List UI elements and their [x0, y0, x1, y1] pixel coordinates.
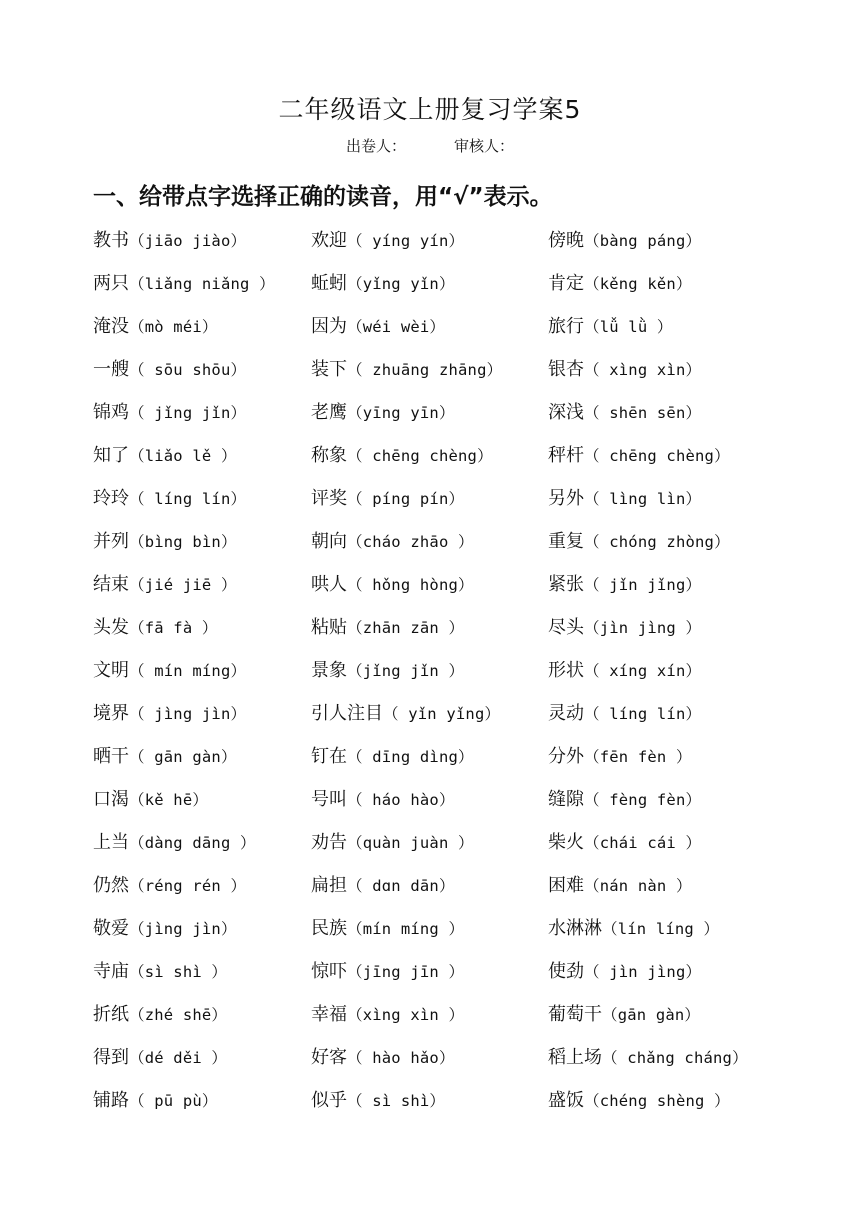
author-line: [0, 135, 860, 156]
exercise-item: [93, 1086, 218, 1116]
pinyin-choices[interactable]: （zhé shē）: [129, 1006, 228, 1024]
pinyin-choices[interactable]: （lín líng ）: [602, 920, 720, 938]
exercise-item: [311, 871, 455, 901]
exercise-row: [93, 269, 833, 312]
exercise-item: [93, 656, 246, 686]
exercise-word: 好客: [311, 1047, 347, 1068]
exercise-word: 钉在: [311, 746, 347, 767]
pinyin-choices[interactable]: （dé děi ）: [129, 1049, 228, 1067]
pinyin-choices[interactable]: （ mín míng）: [129, 662, 247, 680]
exercise-item: [311, 355, 502, 385]
exercise-word: 傍晚: [548, 230, 584, 251]
exercise-word: 装下: [311, 359, 347, 380]
pinyin-choices[interactable]: （ chóng zhòng）: [584, 533, 730, 551]
exercise-item: [548, 312, 673, 342]
exercise-item: [548, 613, 701, 643]
exercise-word: 玲玲: [93, 488, 129, 509]
exercise-word: 头发: [93, 617, 129, 638]
exercise-item: [548, 226, 701, 256]
pinyin-choices[interactable]: （ dīng dìng）: [347, 748, 474, 766]
pinyin-choices[interactable]: （ gān gàn）: [129, 748, 237, 766]
exercise-word: 因为: [311, 316, 347, 337]
exercise-word: 分外: [548, 746, 584, 767]
exercise-item: [548, 914, 719, 944]
exercise-row: [93, 785, 833, 828]
pinyin-choices[interactable]: （yīng yīn）: [347, 404, 455, 422]
exercise-item: [311, 785, 455, 815]
exercise-item: [93, 226, 246, 256]
exercise-item: [548, 269, 692, 299]
exercise-item: [93, 398, 246, 428]
exercise-item: [548, 1000, 700, 1030]
exercise-word: 粘贴: [311, 617, 347, 638]
pinyin-choices[interactable]: （liǎng niǎng ）: [129, 275, 275, 293]
exercise-word: 深浅: [548, 402, 584, 423]
pinyin-choices[interactable]: （kěng kěn）: [584, 275, 692, 293]
exercise-word: 铺路: [93, 1090, 129, 1111]
exercise-row: [93, 1000, 833, 1043]
pinyin-choices[interactable]: （ jìn jìng）: [584, 963, 702, 981]
exercise-item: [548, 484, 701, 514]
reviewer-label: 审核人：: [454, 137, 515, 155]
pinyin-choices[interactable]: （ háo hào）: [347, 791, 455, 809]
pinyin-choices[interactable]: （ xíng xín）: [584, 662, 702, 680]
exercise-item: [548, 527, 730, 557]
exercise-item: [311, 441, 493, 471]
exercise-word: 折纸: [93, 1004, 129, 1025]
pinyin-choices[interactable]: （quàn juàn ）: [347, 834, 474, 852]
exercise-item: [311, 656, 464, 686]
exercise-item: [311, 398, 455, 428]
pinyin-choices[interactable]: （bìng bìn）: [129, 533, 237, 551]
exercise-item: [548, 441, 730, 471]
pinyin-choices[interactable]: （zhān zān ）: [347, 619, 465, 637]
exercise-row: [93, 398, 833, 441]
exercise-word: 重复: [548, 531, 584, 552]
pinyin-choices[interactable]: （ shēn sēn）: [584, 404, 702, 422]
pinyin-choices[interactable]: （ hào hǎo）: [347, 1049, 455, 1067]
exercise-item: [93, 441, 237, 471]
exercise-word: 敬爱: [93, 918, 129, 939]
exercise-word: 使劲: [548, 961, 584, 982]
exercise-word: 另外: [548, 488, 584, 509]
exercise-item: [311, 914, 464, 944]
exercise-item: [93, 312, 218, 342]
pinyin-exercise-grid: [93, 226, 833, 1129]
exercise-item: [93, 828, 256, 858]
exercise-word: 似乎: [311, 1090, 347, 1111]
section-heading: 一、给带点字选择正确的读音，用“√”表示。: [93, 184, 553, 210]
exercise-item: [311, 1043, 455, 1073]
exercise-word: 称象: [311, 445, 347, 466]
exercise-word: 幸福: [311, 1004, 347, 1025]
pinyin-choices[interactable]: （ yǐn yǐng）: [383, 705, 501, 723]
exercise-word: 淹没: [93, 316, 129, 337]
exercise-word: 蚯蚓: [311, 273, 347, 294]
pinyin-choices[interactable]: （chéng shèng ）: [584, 1092, 730, 1110]
exercise-item: [311, 742, 474, 772]
exercise-word: 引人注目: [311, 703, 383, 724]
exercise-item: [548, 828, 701, 858]
exercise-word: 葡萄干: [548, 1004, 602, 1025]
exercise-word: 口渴: [93, 789, 129, 810]
exercise-word: 评奖: [311, 488, 347, 509]
exercise-item: [311, 484, 464, 514]
exercise-row: [93, 1043, 833, 1086]
exercise-item: [311, 957, 464, 987]
exercise-item: [548, 785, 701, 815]
exercise-word: 盛饭: [548, 1090, 584, 1111]
pinyin-choices[interactable]: （ chēng chèng）: [347, 447, 493, 465]
exercise-item: [548, 957, 701, 987]
exercise-item: [93, 355, 246, 385]
pinyin-choices[interactable]: （bàng páng）: [584, 232, 702, 250]
exercise-word: 知了: [93, 445, 129, 466]
exercise-word: 困难: [548, 875, 584, 896]
pinyin-choices[interactable]: （liǎo lě ）: [129, 447, 237, 465]
pinyin-choices[interactable]: （jié jiē ）: [129, 576, 237, 594]
pinyin-choices[interactable]: （sì shì ）: [129, 963, 228, 981]
exercise-word: 上当: [93, 832, 129, 853]
exercise-item: [93, 785, 208, 815]
pinyin-choices[interactable]: （réng rén ）: [129, 877, 247, 895]
exercise-item: [311, 1086, 445, 1116]
exercise-row: [93, 656, 833, 699]
exercise-item: [548, 355, 701, 385]
exercise-word: 教书: [93, 230, 129, 251]
pinyin-choices[interactable]: （gān gàn）: [602, 1006, 701, 1024]
exercise-row: [93, 355, 833, 398]
pinyin-choices[interactable]: （mín míng ）: [347, 920, 465, 938]
exercise-item: [311, 527, 474, 557]
pinyin-choices[interactable]: （nán nàn ）: [584, 877, 692, 895]
exercise-word: 老鹰: [311, 402, 347, 423]
pinyin-choices[interactable]: （ dɑn dān）: [347, 877, 455, 895]
exercise-word: 银杏: [548, 359, 584, 380]
exercise-item: [548, 1086, 730, 1116]
exercise-word: 形状: [548, 660, 584, 681]
exercise-item: [93, 1000, 227, 1030]
exercise-word: 仍然: [93, 875, 129, 896]
pinyin-choices[interactable]: （fā fà ）: [129, 619, 218, 637]
exercise-word: 秤杆: [548, 445, 584, 466]
pinyin-choices[interactable]: （ líng lín）: [584, 705, 702, 723]
pinyin-choices[interactable]: （cháo zhāo ）: [347, 533, 474, 551]
exercise-row: [93, 570, 833, 613]
exercise-row: [93, 742, 833, 785]
exercise-word: 欢迎: [311, 230, 347, 251]
exercise-word: 锦鸡: [93, 402, 129, 423]
exercise-row: [93, 957, 833, 1000]
pinyin-choices[interactable]: （xìng xìn ）: [347, 1006, 465, 1024]
pinyin-choices[interactable]: （jìn jìng ）: [584, 619, 702, 637]
exercise-row: [93, 613, 833, 656]
exercise-item: [548, 742, 692, 772]
pinyin-choices[interactable]: （wéi wèi）: [347, 318, 446, 336]
page-title: 二年级语文上册复习学案5: [278, 95, 582, 124]
exercise-item: [311, 570, 474, 600]
exercise-word: 一艘: [93, 359, 129, 380]
exercise-item: [311, 828, 474, 858]
pinyin-choices[interactable]: （jiāo jiào）: [129, 232, 247, 250]
pinyin-choices[interactable]: （jìng jìn）: [129, 920, 237, 938]
pinyin-choices[interactable]: （fēn fèn ）: [584, 748, 692, 766]
pinyin-choices[interactable]: （ píng pín）: [347, 490, 465, 508]
exercise-row: [93, 441, 833, 484]
exercise-item: [311, 613, 464, 643]
exercise-item: [311, 226, 464, 256]
exercise-item: [93, 484, 246, 514]
pinyin-choices[interactable]: （ yíng yín）: [347, 232, 465, 250]
exercise-row: [93, 312, 833, 355]
pinyin-choices[interactable]: （ sōu shōu）: [129, 361, 247, 379]
exercise-word: 柴火: [548, 832, 584, 853]
exercise-word: 旅行: [548, 316, 584, 337]
pinyin-choices[interactable]: （mò méi）: [129, 318, 218, 336]
exercise-item: [311, 1000, 464, 1030]
pinyin-choices[interactable]: （yǐng yǐn）: [347, 275, 455, 293]
exercise-word: 结束: [93, 574, 129, 595]
exercise-word: 境界: [93, 703, 129, 724]
exercise-item: [548, 699, 701, 729]
exercise-item: [93, 957, 227, 987]
exercise-row: [93, 828, 833, 871]
exercise-row: [93, 226, 833, 269]
exercise-word: 两只: [93, 273, 129, 294]
exercise-word: 尽头: [548, 617, 584, 638]
exercise-row: [93, 914, 833, 957]
pinyin-choices[interactable]: （ pū pù）: [129, 1092, 218, 1110]
exercise-item: [548, 871, 692, 901]
exercise-item: [93, 570, 237, 600]
exercise-word: 号叫: [311, 789, 347, 810]
exercise-item: [93, 1043, 227, 1073]
exercise-word: 劝告: [311, 832, 347, 853]
exercise-word: 朝向: [311, 531, 347, 552]
exercise-word: 稻上场: [548, 1047, 602, 1068]
exercise-word: 紧张: [548, 574, 584, 595]
pinyin-choices[interactable]: （ jìng jìn）: [129, 705, 247, 723]
pinyin-choices[interactable]: （ chēng chèng）: [584, 447, 730, 465]
exercise-word: 水淋淋: [548, 918, 602, 939]
exercise-item: [548, 656, 701, 686]
exercise-item: [93, 613, 218, 643]
pinyin-choices[interactable]: （ hǒng hòng）: [347, 576, 474, 594]
exercise-word: 景象: [311, 660, 347, 681]
exercise-word: 得到: [93, 1047, 129, 1068]
setter-label: 出卷人：: [345, 137, 406, 155]
pinyin-choices[interactable]: （ fèng fèn）: [584, 791, 702, 809]
exercise-row: [93, 527, 833, 570]
exercise-item: [548, 398, 701, 428]
exercise-word: 灵动: [548, 703, 584, 724]
exercise-word: 扁担: [311, 875, 347, 896]
exercise-item: [93, 914, 237, 944]
exercise-item: [93, 742, 237, 772]
exercise-item: [93, 699, 246, 729]
pinyin-choices[interactable]: （jǐng jǐn ）: [347, 662, 465, 680]
pinyin-choices[interactable]: （ xìng xìn）: [584, 361, 702, 379]
exercise-row: [93, 484, 833, 527]
pinyin-choices[interactable]: （ líng lín）: [129, 490, 247, 508]
exercise-item: [548, 570, 701, 600]
exercise-word: 哄人: [311, 574, 347, 595]
pinyin-choices[interactable]: （chái cái ）: [584, 834, 702, 852]
pinyin-choices[interactable]: （ zhuāng zhāng）: [347, 361, 503, 379]
exercise-item: [93, 527, 237, 557]
exercise-word: 文明: [93, 660, 129, 681]
exercise-item: [311, 699, 500, 729]
pinyin-choices[interactable]: （lǚ lǜ ）: [584, 318, 673, 336]
pinyin-choices[interactable]: （kě hē）: [129, 791, 209, 809]
exercise-row: [93, 1086, 833, 1129]
exercise-word: 晒干: [93, 746, 129, 767]
exercise-word: 肯定: [548, 273, 584, 294]
exercise-word: 并列: [93, 531, 129, 552]
exercise-word: 惊吓: [311, 961, 347, 982]
exercise-word: 民族: [311, 918, 347, 939]
pinyin-choices[interactable]: （dàng dāng ）: [129, 834, 256, 852]
exercise-item: [93, 269, 275, 299]
exercise-item: [311, 312, 445, 342]
exercise-word: 缝隙: [548, 789, 584, 810]
exercise-item: [311, 269, 455, 299]
pinyin-choices[interactable]: （ sì shì）: [347, 1092, 446, 1110]
pinyin-choices[interactable]: （jīng jīn ）: [347, 963, 465, 981]
exercise-row: [93, 871, 833, 914]
exercise-item: [93, 871, 246, 901]
exercise-item: [548, 1043, 748, 1073]
pinyin-choices[interactable]: （ jǐng jǐn）: [129, 404, 247, 422]
exercise-word: 寺庙: [93, 961, 129, 982]
pinyin-choices[interactable]: （ chǎng cháng）: [602, 1049, 748, 1067]
pinyin-choices[interactable]: （ jǐn jǐng）: [584, 576, 702, 594]
exercise-row: [93, 699, 833, 742]
pinyin-choices[interactable]: （ lìng lìn）: [584, 490, 702, 508]
